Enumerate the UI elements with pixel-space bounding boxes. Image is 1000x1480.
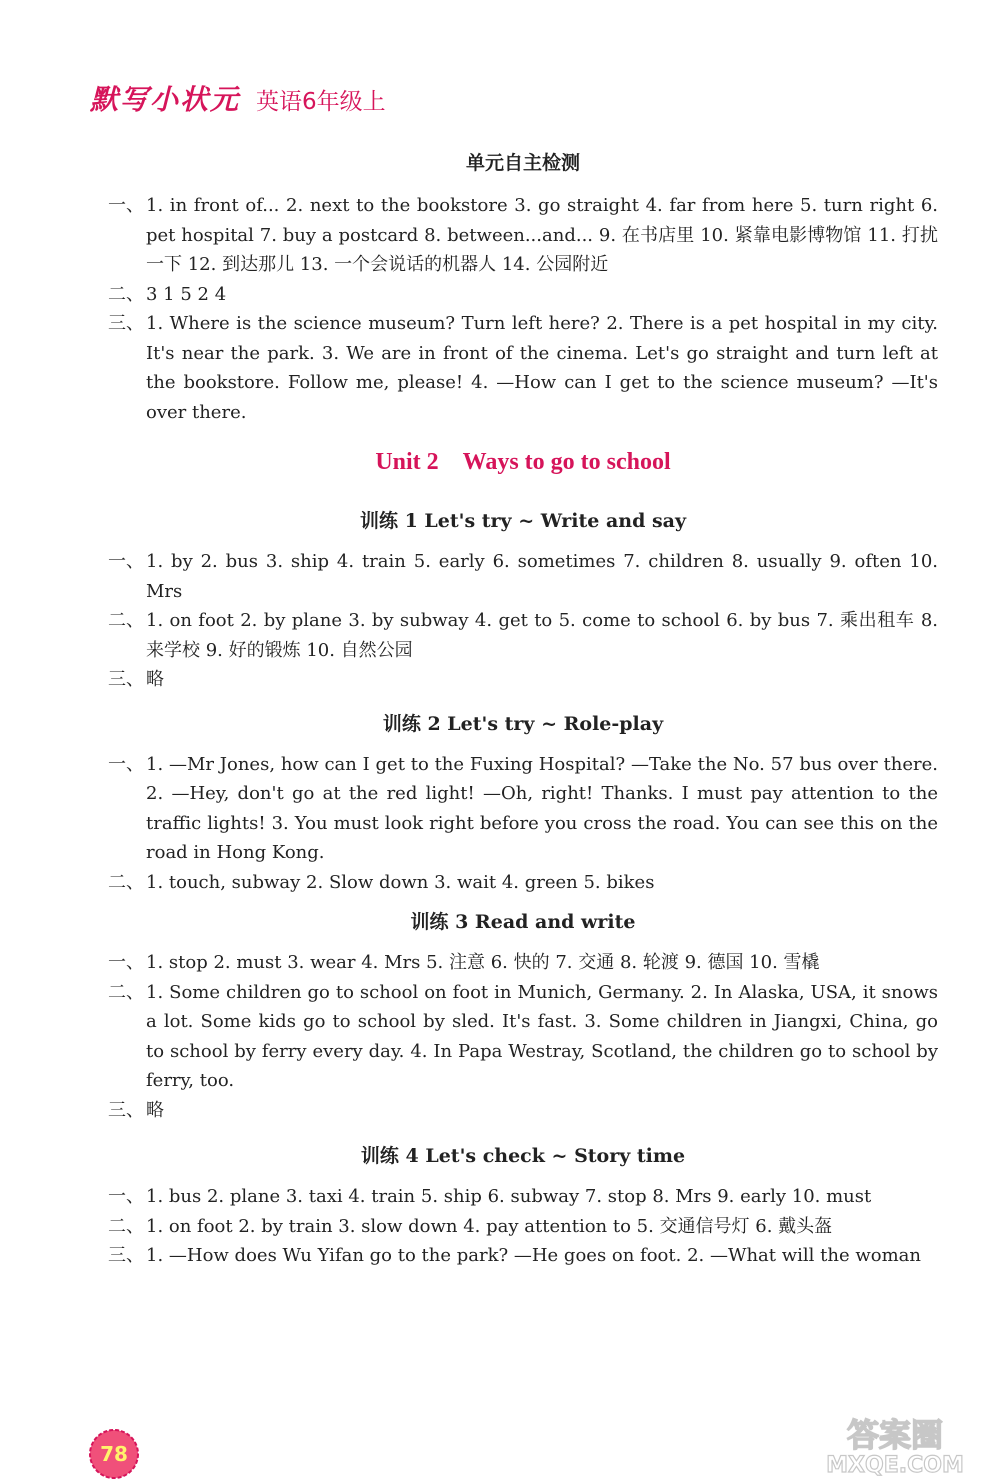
section-title: 训练 1 Let's try ~ Write and say (359, 510, 687, 532)
question-row (108, 1212, 938, 1242)
question-number: 二、 (108, 871, 144, 893)
answer-text: 1. by 2. bus 3. ship 4. train 5. early 6. sometimes 7. children 8. usually 9. often 10. Mrs (146, 551, 938, 602)
question-number: 三、 (108, 1245, 144, 1266)
brand-title: 默写小状元 (90, 83, 241, 116)
page-number: 78 (100, 1442, 128, 1466)
unit-title (108, 449, 938, 476)
question-number: 三、 (108, 313, 144, 334)
question-number: 二、 (108, 610, 144, 631)
question-row (108, 1241, 938, 1271)
watermark-logo (800, 1410, 990, 1476)
answer-content (108, 148, 938, 1271)
answer-text: 1. —How does Wu Yifan go to the park? —He goes on foot. 2. —What will the woman (146, 1245, 921, 1266)
question-row (108, 750, 938, 868)
question-row (108, 948, 938, 978)
question-row (108, 309, 938, 427)
answer-text: 1. touch, subway 2. Slow down 3. wait 4. green 5. bikes (146, 871, 655, 893)
question-number: 一、 (108, 753, 144, 775)
question-row (108, 665, 938, 695)
section-title: 训练 3 Read and write (410, 911, 636, 933)
question-row (108, 606, 938, 665)
page-header (90, 78, 386, 118)
question-number: 一、 (108, 551, 144, 572)
question-block (108, 191, 938, 427)
question-row (108, 1182, 938, 1212)
question-number: 一、 (108, 952, 144, 973)
answer-text: 略 (146, 1099, 164, 1121)
question-row (108, 868, 938, 898)
question-row (108, 547, 938, 606)
answer-text: 1. on foot 2. by plane 3. by subway 4. get to 5. come to school 6. by bus 7. 乘出租车 8. 来学校 9. 好的锻炼 10. 自然公园 (146, 610, 938, 661)
question-row (108, 978, 938, 1096)
question-row (108, 1096, 938, 1126)
question-number: 三、 (108, 669, 144, 690)
answer-text: 1. Some children go to school on foot in Munich, Germany. 2. In Alaska, USA, it snows a lot. Some kids go to school by sled. It's fast. 3. Some children in Jiangxi, China, go to school by ferry every day. 4. In Papa Westray, Scotland, the children go to school by ferry, too. (146, 981, 938, 1091)
answer-text: 1. bus 2. plane 3. taxi 4. train 5. ship 6. subway 7. stop 8. Mrs 9. early 10. must (146, 1186, 872, 1207)
section-title: 训练 2 Let's try ~ Role-play (382, 712, 664, 735)
question-number: 三、 (108, 1099, 144, 1121)
question-row (108, 280, 938, 310)
question-number: 一、 (108, 195, 144, 216)
section-title: 训练 4 Let's check ~ Story time (360, 1145, 686, 1167)
answer-text: 1. —Mr Jones, how can I get to the Fuxing Hospital? —Take the No. 57 bus over there. 2. —Hey, don't go at the red light! —Oh, right! Thanks. I must pay attention to the traffic lights! 3. You must look right before you cross the road. You can see this on the road in Hong Kong. (146, 753, 938, 863)
page-number-badge (88, 1428, 140, 1480)
answer-text: 1. Where is the science museum? Turn left here? 2. There is a pet hospital in my city. It's near the park. 3. We are in front of the cinema. Let's go straight and turn left at the bookstore. Follow me, please! 4. —How can I get to the science museum? —It's over there. (146, 313, 938, 423)
answer-text: 略 (146, 669, 164, 690)
unit-name: Ways to go to school (462, 449, 671, 475)
question-number: 一、 (108, 1186, 144, 1207)
question-row (108, 191, 938, 280)
answer-text: 1. stop 2. must 3. wear 4. Mrs 5. 注意 6. 快的 7. 交通 8. 轮渡 9. 德国 10. 雪橇 (146, 952, 820, 973)
watermark-domain: MXQE.COM (826, 1453, 964, 1476)
section-title: 单元自主检测 (465, 152, 580, 174)
subject-title: 英语6年级上 (256, 89, 386, 115)
answer-text: 3 1 5 2 4 (146, 283, 227, 305)
answer-text: 1. in front of... 2. next to the bookstore 3. go straight 4. far from here 5. turn right 6. pet hospital 7. buy a postcard 8. between...and... 9. 在书店里 10. 紧靠电影博物馆 11. 打扰一下 12. 到达那儿 13. 一个会说话的机器人 14. 公园附近 (146, 195, 938, 275)
answer-text: 1. on foot 2. by train 3. slow down 4. pay attention to 5. 交通信号灯 6. 戴头盔 (146, 1215, 833, 1237)
question-number: 二、 (108, 283, 144, 305)
watermark-text: 答案圈 (846, 1416, 944, 1454)
question-number: 二、 (108, 1215, 144, 1237)
unit-label: Unit 2 (375, 449, 439, 475)
question-number: 二、 (108, 981, 144, 1003)
